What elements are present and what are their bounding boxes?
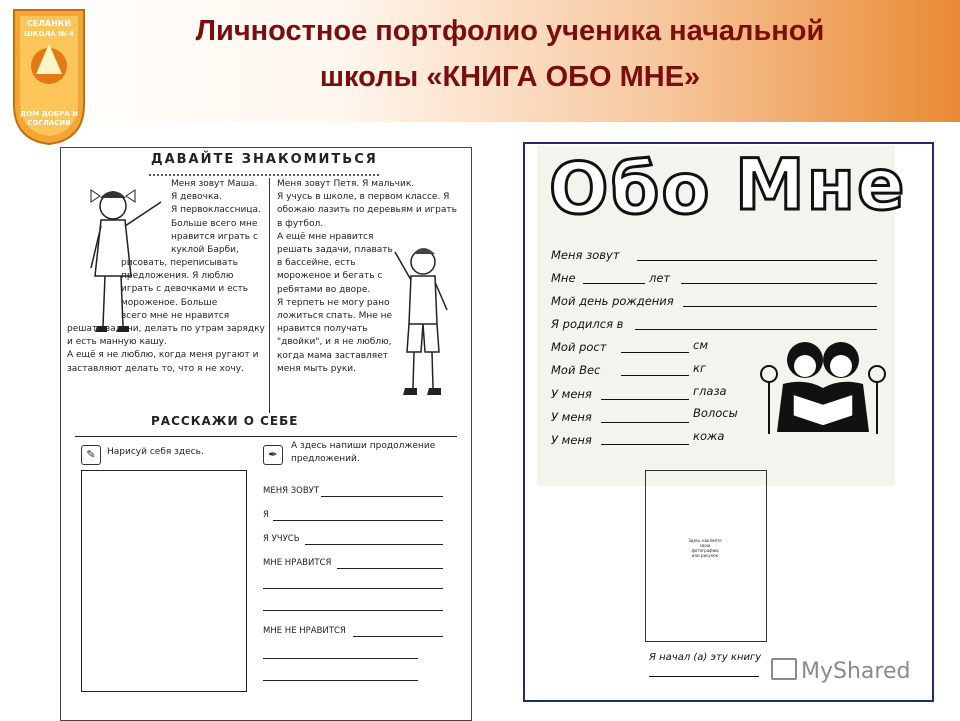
- row-eyes-unit: глаза: [693, 384, 727, 398]
- heading-underline: [149, 170, 379, 176]
- row-weight: Мой Вес: [551, 363, 601, 377]
- field-dislike: МНЕ НЕ НРАВИТСЯ: [263, 626, 346, 636]
- field-dislike-line[interactable]: [353, 636, 443, 637]
- boy-illustration: [387, 240, 457, 400]
- field-i: Я: [263, 510, 269, 520]
- logo-text-top2: ШКОЛА № 4: [24, 30, 74, 38]
- petya-text: Меня зовут Петя. Я мальчик. Я учусь в школе, в первом классе. Я обожаю лазить по деревьям и играть в футбол. А ещё мне нравится решать задачи, плавать в бассейне, есть мороженое и бегать с ребятами во дворе. Я терпеть не могу рано ложиться спать. Мне не нравится получать "двойки", и я не люблю, когда мама заставляет меня мыть руки.: [277, 179, 457, 374]
- pencil-icon: ✎: [81, 445, 101, 465]
- logo-text-bottom2: СОГЛАСИЯ: [27, 119, 71, 127]
- logo-text-bottom: ДОМ ДОБРА И: [20, 110, 78, 118]
- section-divider: [75, 436, 457, 437]
- photo-caption: Здесь наклейте свою фотографию или рисунок: [688, 538, 722, 558]
- children-reading-illustration: [753, 334, 893, 440]
- row-born-in: Я родился в: [551, 317, 624, 331]
- row-name-line[interactable]: [637, 260, 877, 261]
- field-study-line[interactable]: [305, 544, 443, 545]
- drawing-area[interactable]: [81, 470, 247, 692]
- logo-text-top: СЕЛАНКИ: [26, 19, 72, 28]
- column-divider: [269, 178, 270, 413]
- row-eyes-line[interactable]: [601, 399, 689, 400]
- worksheet-heading: ДАВАЙТЕ ЗНАКОМИТЬСЯ: [151, 152, 378, 167]
- row-hair: У меня: [551, 410, 592, 424]
- field-like-line[interactable]: [337, 568, 443, 569]
- title-word-2: Мне: [735, 144, 907, 226]
- row-birthday: Мой день рождения: [551, 294, 674, 308]
- field-like-line-3[interactable]: [263, 610, 443, 611]
- field-like-line-2[interactable]: [263, 588, 443, 589]
- row-age-line[interactable]: [583, 283, 645, 284]
- worksheet-lets-meet: [60, 147, 472, 721]
- row-hair-line[interactable]: [601, 422, 689, 423]
- row-age-unit: лет: [649, 271, 671, 285]
- title-line-1: Личностное портфолио ученика начальной: [195, 15, 825, 47]
- section-heading: РАССКАЖИ О СЕБЕ: [151, 414, 299, 428]
- row-eyes: У меня: [551, 387, 592, 401]
- row-hair-unit: Волосы: [693, 406, 738, 420]
- draw-prompt: Нарисуй себя здесь.: [107, 447, 204, 457]
- field-dislike-line-3[interactable]: [263, 680, 418, 681]
- masha-text: Меня зовут Маша. Я девочка. Я первоклассница. Больше всего мне нравится играть с куклой Барби,: [171, 179, 261, 256]
- field-study: Я УЧУСЬ: [263, 534, 300, 544]
- presentation-icon: [771, 658, 797, 680]
- row-height: Мой рост: [551, 340, 607, 354]
- field-like: МНЕ НРАВИТСЯ: [263, 558, 332, 568]
- row-weight-unit: кг: [693, 361, 706, 375]
- watermark: MyShared: [771, 658, 910, 684]
- page-title: [100, 8, 920, 100]
- field-name: МЕНЯ ЗОВУТ: [263, 486, 320, 496]
- school-logo: [6, 4, 92, 146]
- row-age-line-2[interactable]: [681, 283, 877, 284]
- row-skin-unit: кожа: [693, 429, 725, 443]
- row-born-in-line[interactable]: [635, 329, 877, 330]
- row-birthday-line[interactable]: [683, 306, 877, 307]
- row-skin: У меня: [551, 433, 592, 447]
- field-name-line[interactable]: [321, 496, 443, 497]
- row-skin-line[interactable]: [601, 444, 689, 445]
- masha-text-end: решать задачи, делать по утрам зарядку и есть манную кашу. А ещё я не люблю, когда меня ругают и заставляют делать то, что я не хочу.: [67, 324, 265, 374]
- write-prompt: А здесь напиши продолжение предложений.: [291, 441, 436, 465]
- start-date-line[interactable]: [649, 676, 759, 677]
- row-age: Мне: [551, 271, 576, 285]
- field-dislike-line-2[interactable]: [263, 658, 418, 659]
- title-line-2: школы «КНИГА ОБО МНЕ»: [319, 61, 701, 93]
- row-height-unit: см: [693, 338, 708, 352]
- row-name: Меня зовут: [551, 248, 620, 262]
- row-height-line[interactable]: [621, 352, 689, 353]
- start-date-label: Я начал (а) эту книгу: [649, 652, 762, 663]
- pen-icon: ✒: [263, 445, 283, 465]
- row-weight-line[interactable]: [621, 375, 689, 376]
- masha-text-cont: рисовать, переписывать предложения. Я люблю играть с девочками и есть мороженое. Больше всего мне не нравится: [121, 258, 249, 321]
- title-word-1: Обо: [549, 148, 712, 230]
- worksheet-about-me: [523, 142, 934, 702]
- field-i-line[interactable]: [273, 520, 443, 521]
